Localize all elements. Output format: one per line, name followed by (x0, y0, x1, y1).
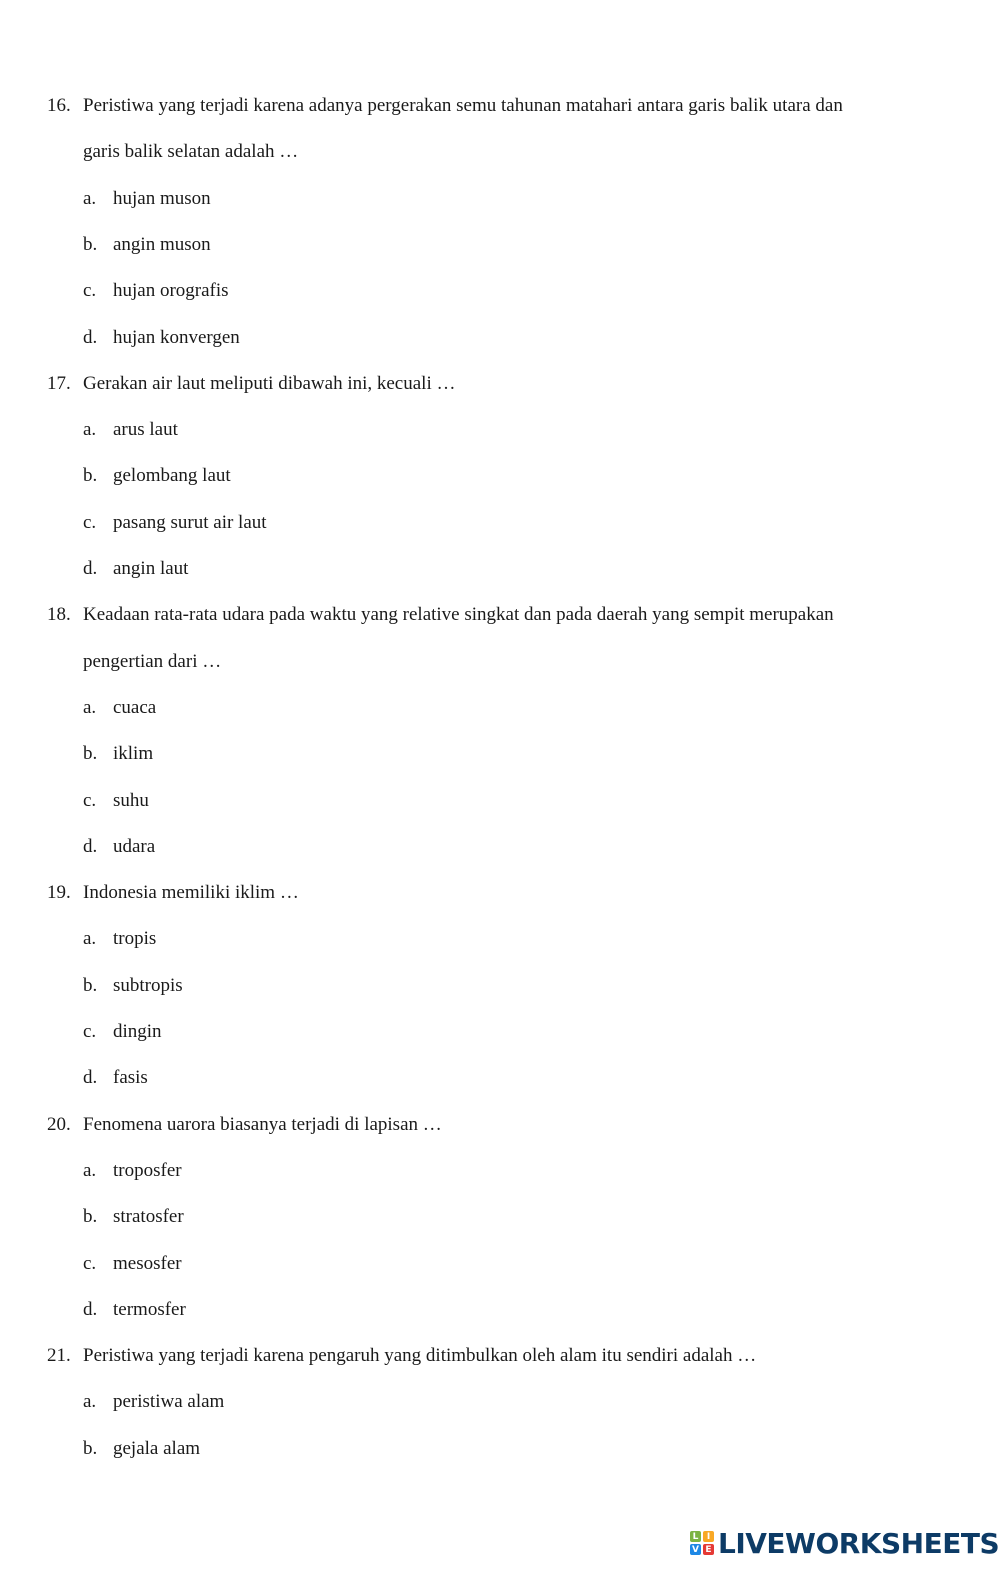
option-text: angin muson (113, 234, 211, 255)
option-letter: c. (83, 280, 97, 301)
question-text: Keadaan rata-rata udara pada waktu yang relative singkat dan pada daerah yang sempit merupakan (83, 604, 834, 625)
question-text: Indonesia memiliki iklim … (83, 882, 299, 903)
option-text: termosfer (113, 1299, 186, 1320)
logo-cell: E (703, 1544, 714, 1555)
option-letter: b. (83, 743, 98, 764)
option-letter: d. (83, 836, 98, 857)
option-letter: c. (83, 512, 97, 533)
option-letter: a. (83, 928, 97, 949)
option-letter: a. (83, 1160, 97, 1181)
question-number: 19. (47, 882, 71, 903)
option-text: pasang surut air laut (113, 512, 267, 533)
option-text: gelombang laut (113, 465, 231, 486)
option-text: stratosfer (113, 1206, 184, 1227)
question-text: Peristiwa yang terjadi karena adanya pergerakan semu tahunan matahari antara garis balik utara dan (83, 95, 843, 116)
option-text: tropis (113, 928, 157, 949)
option-letter: d. (83, 1067, 98, 1088)
option-text: subtropis (113, 975, 183, 996)
question-number: 20. (47, 1114, 71, 1135)
option-text: cuaca (113, 697, 157, 718)
question-text: Peristiwa yang terjadi karena pengaruh yang ditimbulkan oleh alam itu sendiri adalah … (83, 1345, 757, 1366)
option-text: peristiwa alam (113, 1391, 225, 1412)
option-text: gejala alam (113, 1438, 201, 1459)
logo-text: LIVEWORKSHEETS (718, 1526, 1000, 1560)
option-text: dingin (113, 1021, 162, 1042)
option-letter: c. (83, 1021, 97, 1042)
question-text: Gerakan air laut meliputi dibawah ini, kecuali … (83, 373, 456, 394)
option-letter: a. (83, 1391, 97, 1412)
option-letter: b. (83, 975, 98, 996)
option-letter: d. (83, 558, 98, 579)
option-letter: c. (83, 1253, 97, 1274)
option-letter: b. (83, 1438, 98, 1459)
question-number: 17. (47, 373, 71, 394)
option-text: udara (113, 836, 156, 857)
logo-grid-icon (690, 1531, 714, 1555)
option-text: fasis (113, 1067, 148, 1088)
option-text: iklim (113, 743, 154, 764)
option-letter: b. (83, 234, 98, 255)
logo-cell: L (690, 1531, 701, 1542)
question-text: pengertian dari … (83, 651, 222, 672)
option-letter: a. (83, 697, 97, 718)
question-text: Fenomena uarora biasanya terjadi di lapisan … (83, 1114, 442, 1135)
option-letter: a. (83, 188, 97, 209)
option-text: troposfer (113, 1160, 182, 1181)
option-text: hujan muson (113, 188, 211, 209)
option-letter: a. (83, 419, 97, 440)
question-number: 16. (47, 95, 71, 116)
question-number: 18. (47, 604, 71, 625)
question-number: 21. (47, 1345, 71, 1366)
option-letter: c. (83, 790, 97, 811)
option-letter: d. (83, 327, 98, 348)
option-letter: b. (83, 465, 98, 486)
option-text: hujan orografis (113, 280, 229, 301)
option-text: suhu (113, 790, 149, 811)
option-letter: d. (83, 1299, 98, 1320)
liveworksheets-logo (690, 1527, 999, 1559)
option-text: hujan konvergen (113, 327, 240, 348)
option-text: mesosfer (113, 1253, 182, 1274)
question-text: garis balik selatan adalah … (83, 141, 299, 162)
option-text: arus laut (113, 419, 178, 440)
option-text: angin laut (113, 558, 189, 579)
option-letter: b. (83, 1206, 98, 1227)
logo-cell: V (690, 1544, 701, 1555)
logo-cell: I (703, 1531, 714, 1542)
